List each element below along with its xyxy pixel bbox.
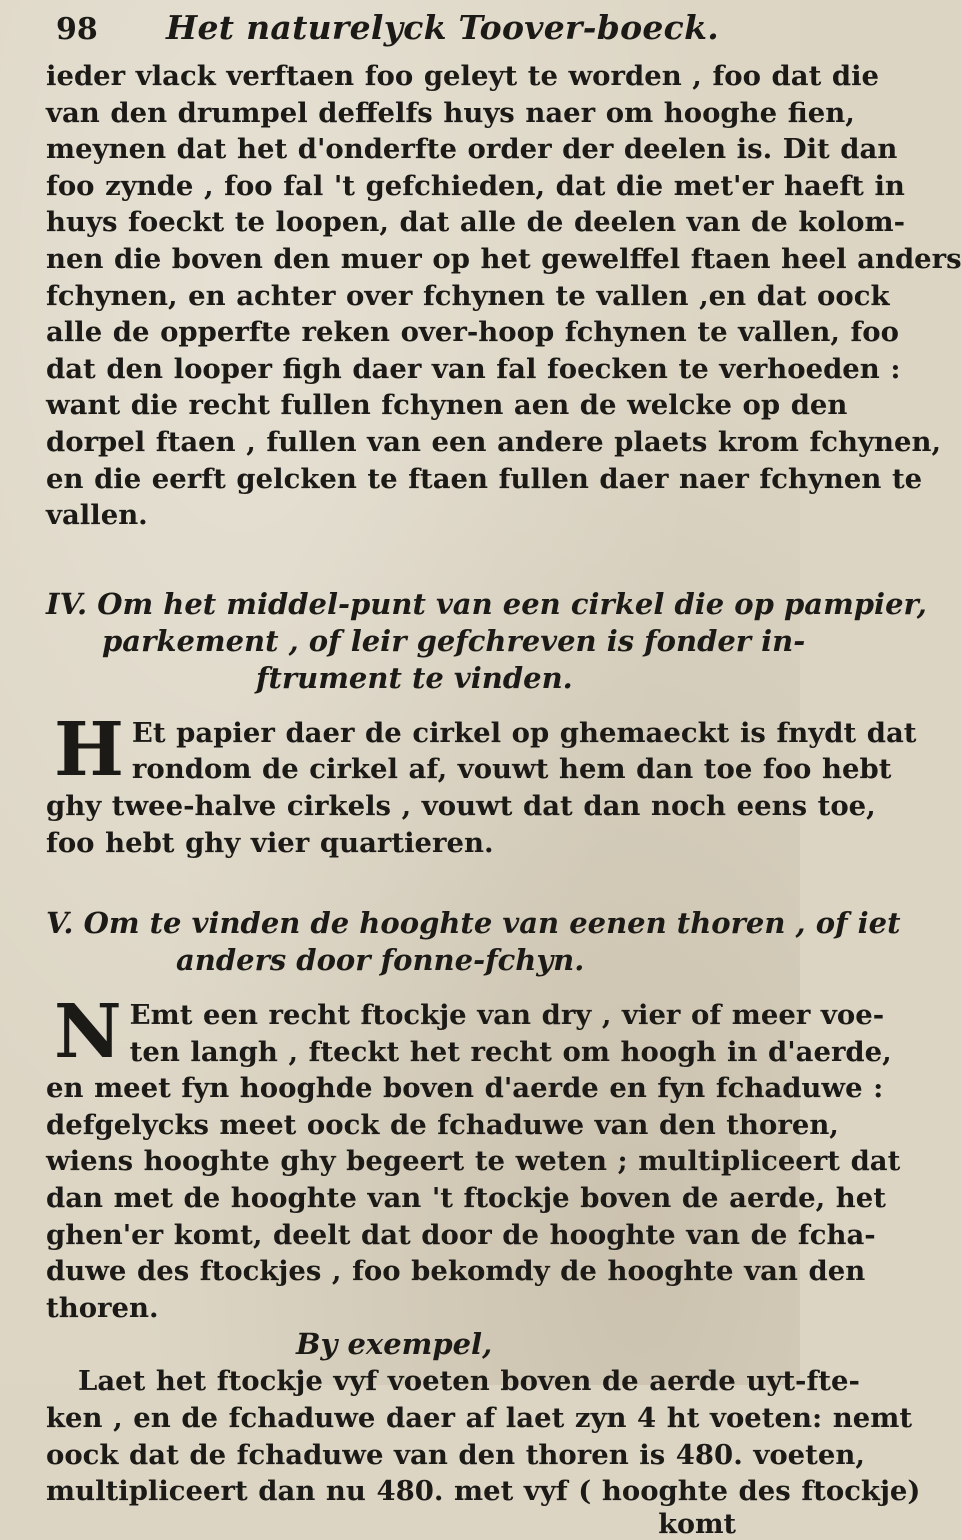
section-iv-body: [46, 706, 917, 861]
text-line: dorpel ftaen , fullen van een andere plaets krom fchynen,: [46, 425, 942, 458]
text-line: alle de opperfte reken over-hoop fchynen te vallen, foo: [46, 316, 899, 349]
text-line: rondom de cirkel af, vouwt hem dan toe foo hebt: [131, 753, 892, 786]
text-line: wiens hooghte ghy begeert te weten ; multipliceert dat: [46, 1145, 901, 1178]
page-header: [56, 8, 744, 58]
heading-line: anders door fonne-fchyn.: [176, 943, 585, 978]
text-line: ten langh , fteckt het recht om hoogh in d'aerde,: [129, 1035, 892, 1068]
text-line: ghen'er komt, deelt dat door de hooghte van de fcha-: [46, 1218, 876, 1251]
section-iv: [46, 586, 927, 861]
text-line: en meet fyn hooghde boven d'aerde en fyn fchaduwe :: [46, 1072, 884, 1105]
example-title: By exempel,: [296, 1327, 493, 1362]
text-line: van den drumpel deffelfs huys naer om hooghe fien,: [46, 96, 855, 129]
example-body: [46, 1363, 921, 1509]
drop-cap: H: [54, 706, 124, 793]
text-line: fchynen, en achter over fchynen te vallen ,en dat oock: [46, 279, 890, 312]
text-line: dan met de hooghte van 't ftockje boven de aerde, het: [46, 1182, 886, 1215]
text-line: ken , en de fchaduwe daer af laet zyn 4 ht voeten: nemt: [46, 1402, 913, 1435]
heading-line: V. Om te vinden de hooghte van eenen thoren , of iet: [46, 906, 901, 941]
text-line: meynen dat het d'onderfte order der deelen is. Dit dan: [46, 133, 898, 166]
section-v-body: [46, 989, 901, 1326]
text-line: huys foeckt te loopen, dat alle de deelen van de kolom-: [46, 206, 906, 239]
text-line: Et papier daer de cirkel op ghemaeckt is fnydt dat: [131, 716, 917, 749]
text-line: ghy twee-halve cirkels , vouwt dat dan noch eens toe,: [46, 789, 876, 822]
text-line: foo zynde , foo fal 't gefchieden, dat die met'er haeft in: [46, 169, 905, 202]
heading-line: ftrument te vinden.: [256, 660, 573, 695]
text-line: duwe des ftockjes , foo bekomdy de hooghte van den: [46, 1255, 866, 1288]
text-line: oock dat de fchaduwe van den thoren is 480. voeten,: [46, 1438, 865, 1471]
running-head: Het naturelyck Toover-boeck.: [166, 8, 720, 47]
text-line: dat den looper figh daer van fal foecken te verhoeden :: [46, 352, 901, 385]
page-number: 98: [56, 12, 98, 47]
text-line: multipliceert dan nu 480. met vyf ( hooghte des ftockje): [46, 1475, 921, 1508]
section-v: [46, 905, 921, 1540]
section-v-heading: [46, 905, 901, 979]
text-line: nen die boven den muer op het gewelffel ftaen heel anders: [46, 242, 962, 275]
drop-cap: N: [54, 989, 122, 1076]
text-line: en die eerft gelcken te ftaen fullen daer naer fchynen te: [46, 462, 923, 495]
text-line: want die recht fullen fchynen aen de welcke op den: [46, 389, 848, 422]
heading-line: parkement , of leir gefchreven is fonder in-: [102, 623, 806, 658]
catchword: komt: [658, 1508, 736, 1540]
text-line: ieder vlack verftaen foo geleyt te worden , foo dat die: [46, 60, 880, 92]
text-line: Laet het ftockje vyf voeten boven de aerde uyt-fte-: [78, 1365, 860, 1398]
text-line: defgelycks meet oock de fchaduwe van den thoren,: [46, 1108, 839, 1141]
text-line: vallen.: [46, 499, 148, 532]
text-line: thoren.: [46, 1291, 159, 1324]
section-iv-heading: [46, 586, 927, 697]
text-line: Emt een recht ftockje van dry , vier of meer voe-: [129, 999, 885, 1032]
text-line: foo hebt ghy vier quartieren.: [46, 826, 494, 859]
opening-paragraph: [46, 58, 962, 534]
heading-line: IV. Om het middel-punt van een cirkel die op pampier,: [46, 586, 927, 621]
